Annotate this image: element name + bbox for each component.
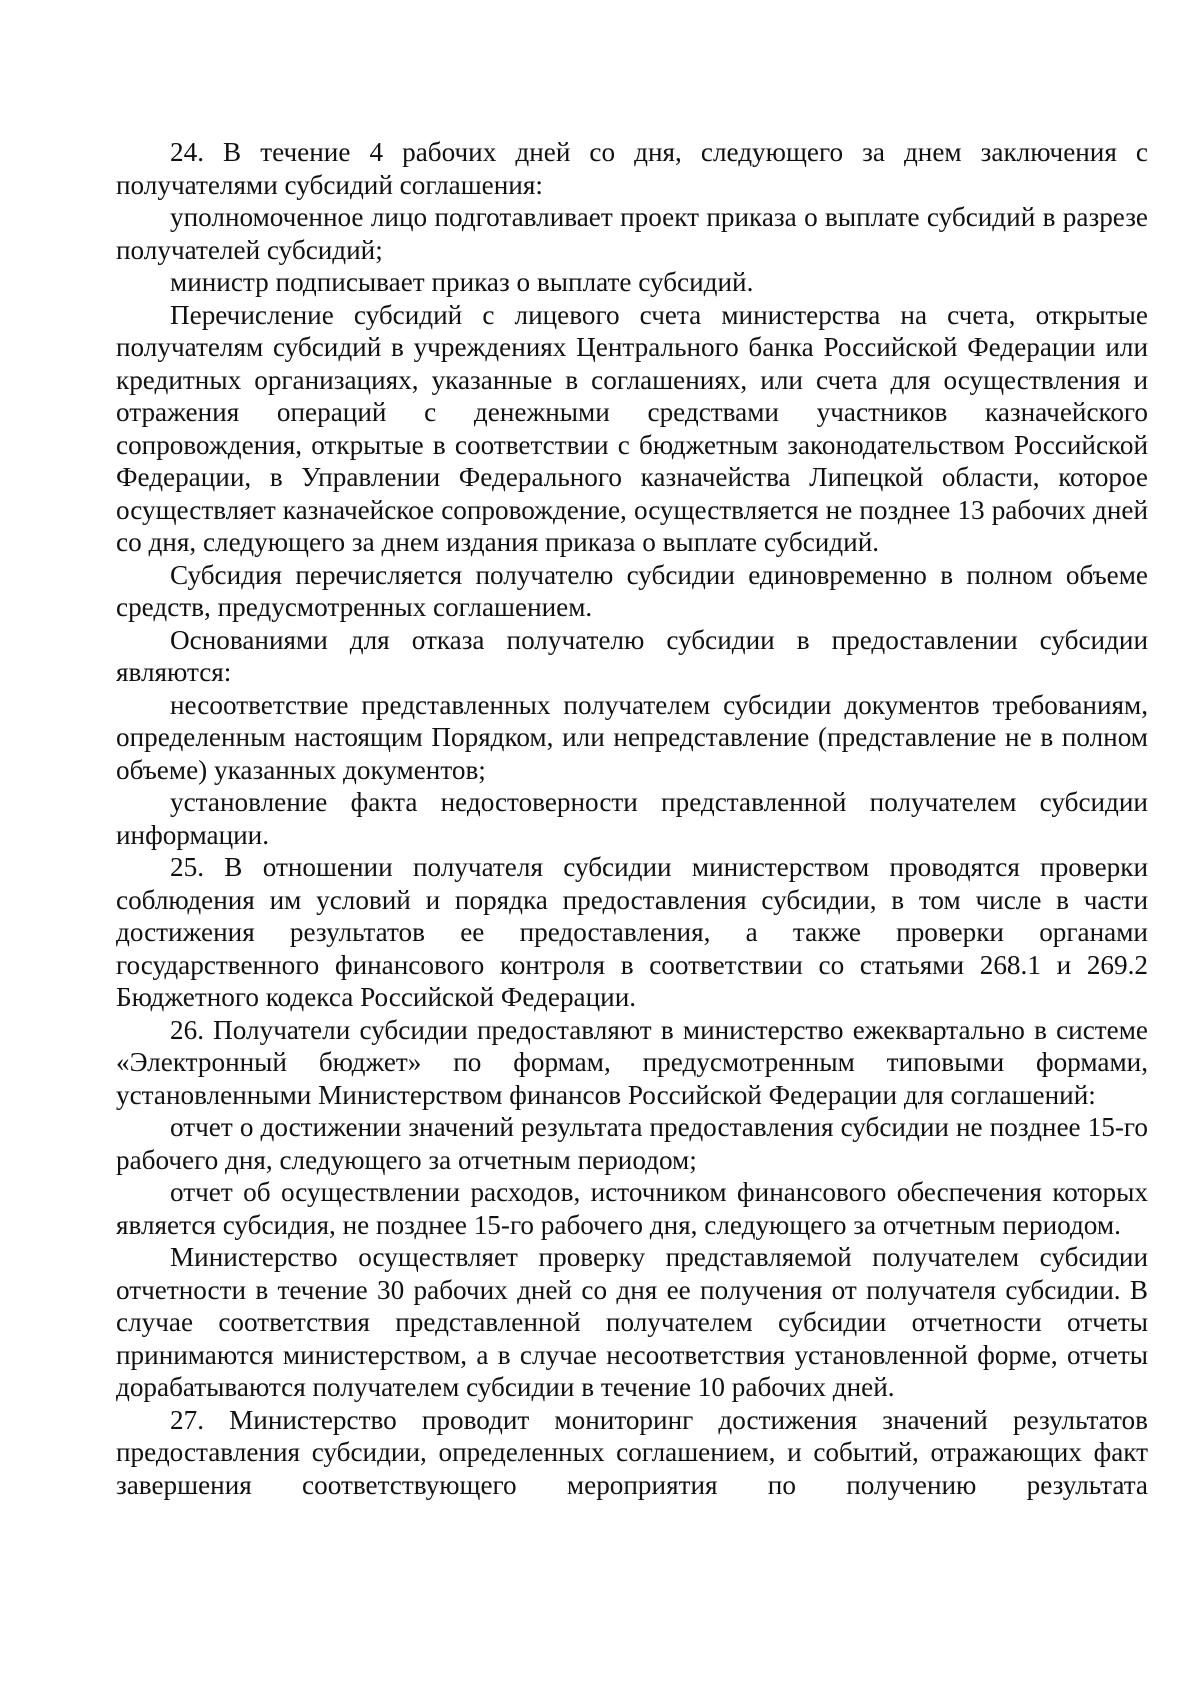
- paragraph-report-review: Министерство осуществляет проверку представляемой получателем субсидии отчетности в течение 30 рабочих дней со дня ее получения от получателя субсидии. В случае соответствия представленной получателем субсидии отчетности отчеты принимаются министерством, а в случае несоответствия установленной форме, отчеты дорабатываются получателем субсидии в течение 10 рабочих дней.: [116, 1242, 1148, 1402]
- paragraph-refusal-mismatch: несоответствие представленных получателем субсидии документов требованиям, определенным настоящим Порядком, или непредставление (представление не в полном объеме) указанных документов;: [116, 689, 1148, 785]
- paragraph-lump-sum: Субсидия перечисляется получателю субсидии единовременно в полном объеме средств, предусмотренных соглашением.: [116, 559, 1148, 622]
- paragraph-report-expenses: отчет об осуществлении расходов, источником финансового обеспечения которых является субсидия, не позднее 15-го рабочего дня, следующего за отчетным периодом.: [116, 1177, 1148, 1240]
- paragraph-order-sign: министр подписывает приказ о выплате субсидий.: [170, 267, 754, 297]
- paragraph-order-draft: уполномоченное лицо подготавливает проект приказа о выплате субсидий в разрезе получателей субсидий;: [116, 202, 1148, 265]
- paragraph-24-intro: 24. В течение 4 рабочих дней со дня, следующего за днем заключения с получателями субсидий соглашения:: [116, 137, 1148, 200]
- paragraph-transfer-terms: Перечисление субсидий с лицевого счета министерства на счета, открытые получателям субсидий в учреждениях Центрального банка Российской Федерации или кредитных организациях, указанные в соглашениях, или счета для осуществления и отражения операций с денежными средствами участников казначейского сопровождения, открытые в соответствии с бюджетным законодательством Российской Федерации, в Управлении Федерального казначейства Липецкой области, которое осуществляет казначейское сопровождение, осуществляется не позднее 13 рабочих дней со дня, следующего за днем издания приказа о выплате субсидий.: [116, 299, 1148, 557]
- paragraph-refusal-false-info: установление факта недостоверности представленной получателем субсидии информации.: [116, 787, 1148, 850]
- document-page: [116, 136, 1148, 1501]
- paragraph-refusal-grounds: Основаниями для отказа получателю субсидии в предоставлении субсидии являются:: [116, 624, 1148, 687]
- paragraph-26-reporting: 26. Получатели субсидии предоставляют в министерство ежеквартально в системе «Электронный бюджет» по формам, предусмотренным типовыми формами, установленными Министерством финансов Российской Федерации для соглашений:: [116, 1014, 1148, 1110]
- paragraph-27-monitoring: 27. Министерство проводит мониторинг достижения значений результатов предоставления субсидии, определенных соглашением, и событий, отражающих факт завершения соответствующего мероприятия по получению результата: [116, 1404, 1148, 1500]
- paragraph-report-results: отчет о достижении значений результата предоставления субсидии не позднее 15-го рабочего дня, следующего за отчетным периодом;: [116, 1112, 1148, 1175]
- paragraph-25-checks: 25. В отношении получателя субсидии министерством проводятся проверки соблюдения им условий и порядка предоставления субсидии, в том числе в части достижения результатов ее предоставления, а также проверки органами государственного финансового контроля в соответствии со статьями 268.1 и 269.2 Бюджетного кодекса Российской Федерации.: [116, 852, 1148, 1012]
